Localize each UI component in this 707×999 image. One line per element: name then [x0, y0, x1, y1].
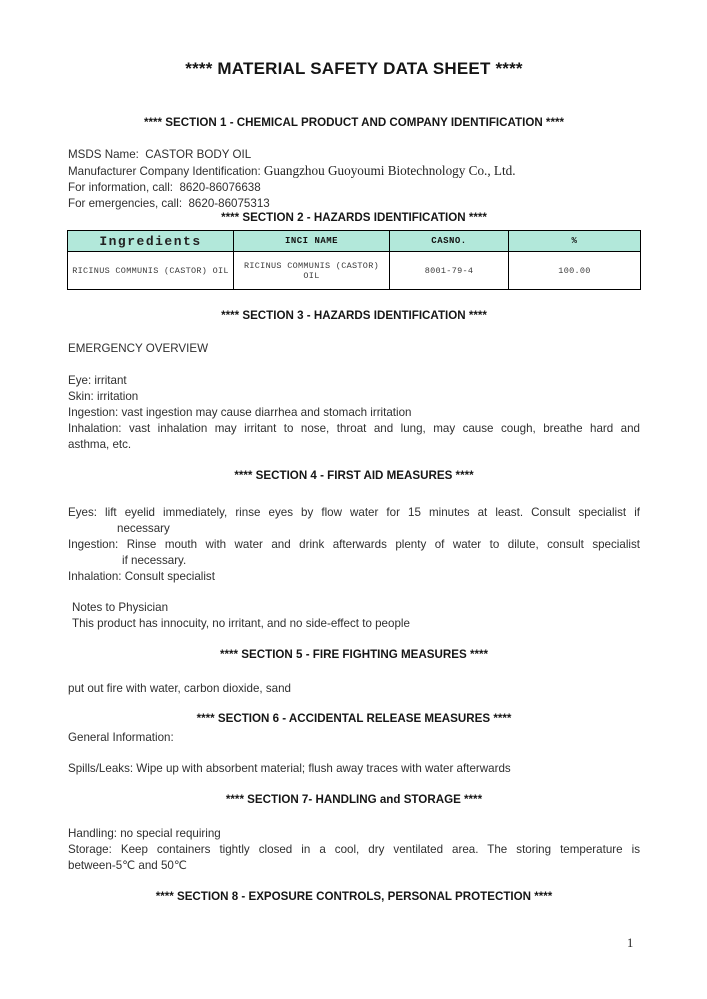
- page-number: 1: [627, 936, 634, 950]
- notes-to-physician-title: Notes to Physician: [72, 601, 169, 614]
- section-6-heading: **** SECTION 6 - ACCIDENTAL RELEASE MEASURES ****: [196, 712, 512, 725]
- manufacturer-company-name: Guangzhou Guoyoumi Biotechnology Co., Ltd.: [263, 163, 516, 178]
- eye-hazard-line: Eye: irritant: [68, 374, 127, 387]
- notes-to-physician-body: This product has innocuity, no irritant, and no side-effect to people: [72, 617, 410, 630]
- inci-name-cell: RICINUS COMMUNIS (CASTOR) OIL: [234, 252, 390, 290]
- inhalation-hazard-line-2: asthma, etc.: [68, 438, 132, 451]
- general-information-line: General Information:: [68, 731, 174, 744]
- percent-cell: 100.00: [509, 252, 641, 290]
- section-2-heading: **** SECTION 2 - HAZARDS IDENTIFICATION ****: [221, 211, 487, 224]
- emergencies-call-line: For emergencies, call: 8620-86075313: [68, 197, 270, 210]
- manufacturer-label: Manufacturer Company Identification:: [68, 165, 264, 178]
- ingredients-table: [67, 230, 641, 290]
- section-1-heading: **** SECTION 1 - CHEMICAL PRODUCT AND COMPANY IDENTIFICATION ****: [144, 116, 564, 129]
- storage-line-2: between-5℃ and 50℃: [68, 859, 187, 872]
- inhalation-hazard-line-1: Inhalation: vast inhalation may irritant to nose, throat and lung, may cause cough, breathe hard and: [68, 422, 640, 435]
- storage-line-1: Storage: Keep containers tightly closed in a cool, dry ventilated area. The storing temperature is: [68, 843, 640, 856]
- table-row: [68, 252, 641, 290]
- ingestion-hazard-line: Ingestion: vast ingestion may cause diarrhea and stomach irritation: [68, 406, 412, 419]
- section-4-heading: **** SECTION 4 - FIRST AID MEASURES ****: [234, 469, 474, 482]
- percent-column-header: %: [509, 231, 641, 252]
- manufacturer-line: [68, 163, 640, 179]
- casno-cell: 8001-79-4: [390, 252, 509, 290]
- first-aid-ingestion-line-1: Ingestion: Rinse mouth with water and drink afterwards plenty of water to dilute, consult specialist: [68, 538, 640, 551]
- handling-line: Handling: no special requiring: [68, 827, 221, 840]
- emergency-overview-line: EMERGENCY OVERVIEW: [68, 342, 209, 355]
- page-title: **** MATERIAL SAFETY DATA SHEET ****: [185, 59, 523, 78]
- spills-leaks-line: Spills/Leaks: Wipe up with absorbent material; flush away traces with water afterwards: [68, 762, 511, 775]
- section-3-heading: **** SECTION 3 - HAZARDS IDENTIFICATION ****: [221, 309, 487, 322]
- fire-fighting-line: put out fire with water, carbon dioxide, sand: [68, 682, 291, 695]
- section-7-heading: **** SECTION 7- HANDLING and STORAGE ****: [225, 793, 483, 806]
- inci-name-column-header: INCI NAME: [234, 231, 390, 252]
- section-8-heading: **** SECTION 8 - EXPOSURE CONTROLS, PERSONAL PROTECTION ****: [155, 890, 553, 903]
- first-aid-ingestion-line-2: if necessary.: [122, 554, 187, 567]
- first-aid-eyes-line-2: necessary: [117, 522, 170, 535]
- casno-column-header: CASNO.: [390, 231, 509, 252]
- information-call-line: For information, call: 8620-86076638: [68, 181, 261, 194]
- skin-hazard-line: Skin: irritation: [68, 390, 139, 403]
- msds-name-line: MSDS Name: CASTOR BODY OIL: [68, 148, 252, 161]
- ingredients-column-header: Ingredients: [68, 231, 234, 252]
- section-5-heading: **** SECTION 5 - FIRE FIGHTING MEASURES ****: [220, 648, 488, 661]
- ingredient-cell: RICINUS COMMUNIS (CASTOR) OIL: [68, 252, 234, 290]
- ingredients-table-header-row: [68, 231, 641, 252]
- first-aid-eyes-line-1: Eyes: lift eyelid immediately, rinse eyes by flow water for 15 minutes at least. Consult specialist if: [68, 506, 640, 519]
- first-aid-inhalation-line: Inhalation: Consult specialist: [68, 570, 215, 583]
